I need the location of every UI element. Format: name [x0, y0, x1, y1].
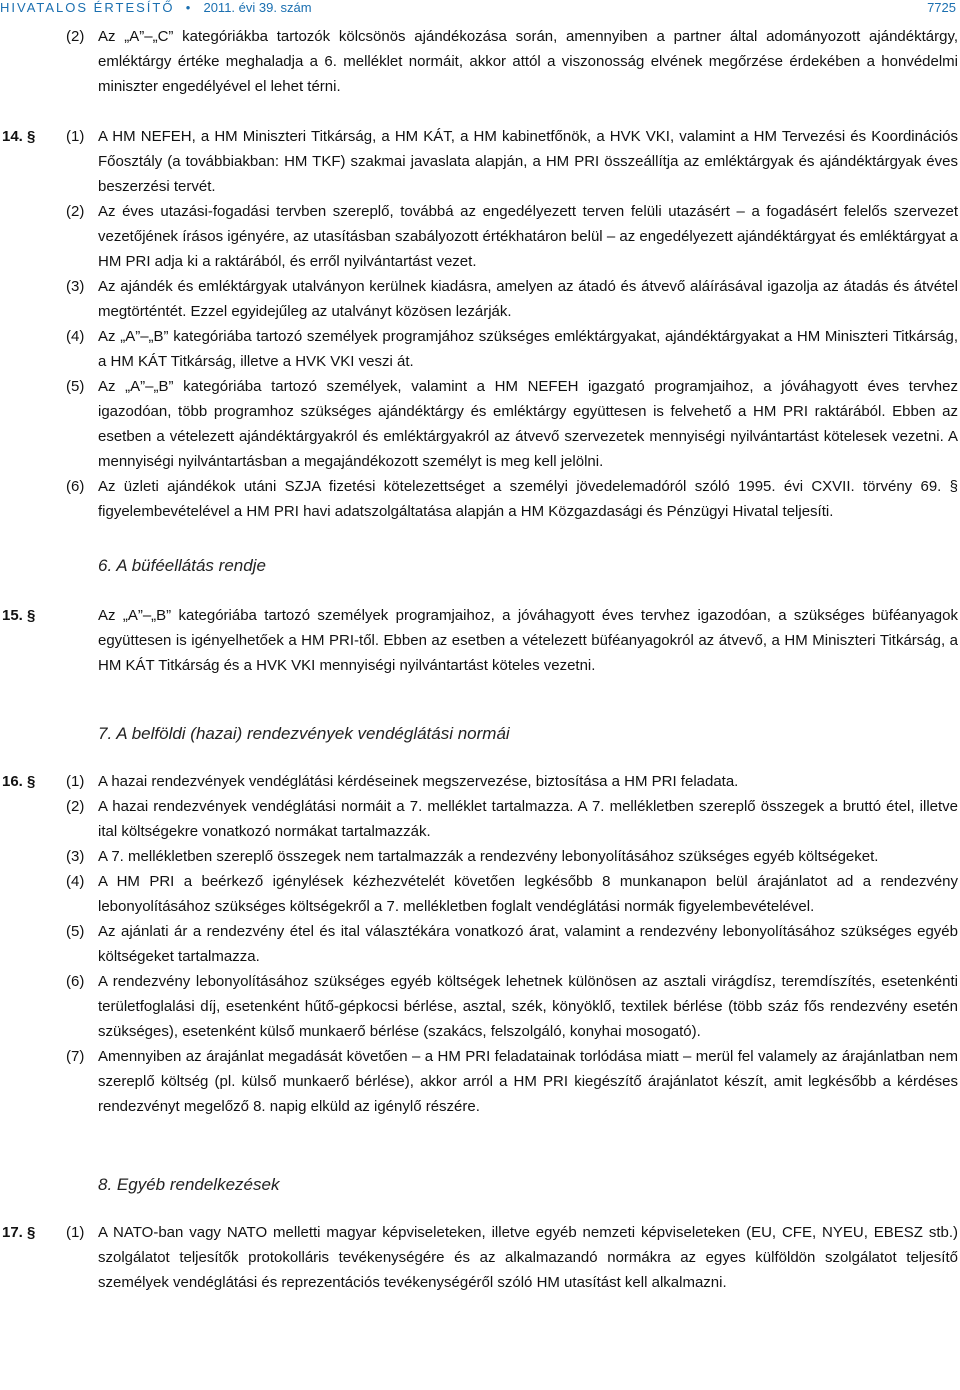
document-body [0, 24, 960, 1295]
paragraph [0, 1044, 960, 1119]
paragraph [0, 794, 960, 844]
paragraph [0, 869, 960, 919]
section-15 [0, 603, 960, 678]
journal-title: HIVATALOS ÉRTESÍTŐ • 2011. évi 39. szám [0, 0, 312, 15]
journal-name: HIVATALOS ÉRTESÍTŐ [0, 0, 175, 15]
paragraph-number: (2) [66, 798, 85, 815]
paragraph [0, 374, 960, 474]
paragraph-number: (1) [66, 128, 85, 145]
paragraph [0, 919, 960, 969]
paragraph-number: (5) [66, 378, 85, 395]
paragraph-number: (3) [66, 848, 85, 865]
section-14 [0, 124, 960, 524]
paragraph-text: Az „A”–„B” kategóriába tartozó személyek programjához szükséges emléktárgyakat, ajándéktárgyakat a HM Miniszteri Titkárság, a HM KÁT Titkárság, illetve a HVK VKI veszi át. [98, 328, 958, 370]
paragraph-text: Az „A”–„B” kategóriába tartozó személyek programjaihoz, a jóváhagyott éves tervhez igazodóan, a szükséges büféanyagok együttesen is igényelhetőek a HM PRI-től. Ebben az esetben a vételezett büféanyagokról az átvevő, a HM Miniszteri Titkárság, a HM KÁT Titkárság és a HVK VKI mennyiségi nyilvántartást köteles vezetni. [98, 607, 958, 674]
chapter-heading-7: 7. A belföldi (hazai) rendezvények vendéglátási normái [98, 724, 510, 743]
paragraph [0, 124, 960, 199]
paragraph-number: (6) [66, 478, 85, 495]
section-number: 15. § [2, 607, 36, 624]
paragraph-text: A 7. mellékletben szereplő összegek nem tartalmazzák a rendezvény lebonyolításához szükséges egyéb költségeket. [98, 848, 879, 865]
paragraph-text: Az „A”–„C” kategóriákba tartozók kölcsönös ajándékozása során, amennyiben a partner által adományozott ajándéktárgy, emléktárgy értéke meghaladja a 6. melléklet normáit, akkor attól a viszonosság elvének megőrzése érdekében a honvédelmi miniszter engedélyével el lehet térni. [98, 28, 958, 95]
section-number: 14. § [2, 128, 36, 145]
paragraph-text: A HM NEFEH, a HM Miniszteri Titkárság, a HM KÁT, a HM kabinetfőnök, a HVK VKI, valamint a HM Tervezési és Koordinációs Főosztály (a továbbiakban: HM TKF) szakmai javaslata alapján, a HM PRI összeállítja az emléktárgyak és ajándéktárgyak éves beszerzési tervét. [98, 128, 958, 195]
paragraph-number: (1) [66, 1224, 85, 1241]
paragraph-text: A hazai rendezvények vendéglátási normáit a 7. melléklet tartalmazza. A 7. mellékletben szereplő összegek a bruttó étel, illetve ital költségekre vonatkozó normákat tartalmazzák. [98, 798, 958, 840]
paragraph-text: Az „A”–„B” kategóriába tartozó személyek, valamint a HM NEFEH igazgató programjaihoz, a jóváhagyott éves tervhez igazodóan, több programhoz szükséges ajándéktárgy és emléktárgy együttesen is felvehető a HM PRI raktárából. Ebben az esetben a vételezett ajándéktárgyakról és emléktárgyakról az átvevő szervezetek mennyiségi nyilvántartást kötelesek vezetni. A mennyiségi nyilvántartásban a megajándékozott személyt is meg kell jelölni. [98, 378, 958, 470]
paragraph-number: (6) [66, 973, 85, 990]
section-17 [0, 1220, 960, 1295]
paragraph-text: Amennyiben az árajánlat megadását követően – a HM PRI feladatainak torlódása miatt – merül fel valamely az árajánlatban nem szereplő költség (pl. külső munkaerő bérlése), akkor arról a HM PRI kiegészítő árajánlatot készít, amit legkésőbb a kérdéses rendezvényt megelőző 8. napig elküld az igénylő részére. [98, 1048, 958, 1115]
page-number: 7725 [927, 0, 956, 15]
intro-paragraph [0, 24, 960, 99]
paragraph-number: (5) [66, 923, 85, 940]
page-header [0, 0, 960, 22]
paragraph-number: (3) [66, 278, 85, 295]
paragraph [0, 844, 960, 869]
paragraph [0, 769, 960, 794]
paragraph-text: Az üzleti ajándékok utáni SZJA fizetési kötelezettséget a személyi jövedelemadóról szóló 1995. évi CXVII. törvény 69. § figyelembevételével a HM PRI havi adatszolgáltatása alapján a HM Közgazdasági és Pénzügyi Hivatal teljesíti. [98, 478, 958, 520]
paragraph-number: (1) [66, 773, 85, 790]
paragraph-text: A HM PRI a beérkező igénylések kézhezvételét követően legkésőbb 8 munkanapon belül árajánlatot ad a rendezvény lebonyolításához szükséges költségekről a 7. mellékletben foglalt vendéglátási normák figyelembevételével. [98, 873, 958, 915]
paragraph-number: (4) [66, 328, 85, 345]
paragraph [0, 474, 960, 524]
paragraph-text: Az ajándék és emléktárgyak utalványon kerülnek kiadásra, amelyen az átadó és átvevő aláírásával igazolja az átadás és átvétel megtörténtét. Ezzel egyidejűleg az utalványt közösen lezárják. [98, 278, 958, 320]
issue-number: 2011. évi 39. szám [203, 0, 312, 15]
paragraph-text: Az éves utazási-fogadási tervben szereplő, továbbá az engedélyezett terven felüli utazásért – a fogadásért felelős szervezet vezetőjének írásos igényére, az utasításban szabályozott értékhatáron belül – az engedélyezett ajándéktárgyat és emléktárgyat a HM PRI adja ki a raktárából, és erről nyilvántartást vezet. [98, 203, 958, 270]
paragraph [0, 969, 960, 1044]
paragraph [0, 274, 960, 324]
paragraph-text: A NATO-ban vagy NATO melletti magyar képviseleteken, illetve egyéb nemzeti képviseleteken (EU, CFE, NYEU, EBESZ stb.) szolgálatot teljesítők protokolláris tevékenységére és az alkalmazandó normákra az egyes külföldön szolgálatot teljesítő személyek vendéglátási és reprezentációs tevékenységéről szóló HM utasítást kell alkalmazni. [98, 1224, 958, 1291]
section-16 [0, 769, 960, 1119]
section-number: 17. § [2, 1224, 36, 1241]
paragraph-number: (4) [66, 873, 85, 890]
paragraph [0, 1220, 960, 1295]
paragraph-text: Az ajánlati ár a rendezvény étel és ital választékára vonatkozó árat, valamint a rendezvény lebonyolításához szükséges egyéb költségeket tartalmazza. [98, 923, 958, 965]
paragraph [0, 603, 960, 678]
paragraph-number: (7) [66, 1048, 85, 1065]
chapter-heading-6: 6. A büféellátás rendje [98, 556, 266, 575]
section-number: 16. § [2, 773, 36, 790]
paragraph [0, 324, 960, 374]
paragraph-text: A rendezvény lebonyolításához szükséges egyéb költségek lehetnek különösen az asztali virágdísz, teremdíszítés, esetenkénti területfoglalási díj, esetenként hűtő-gépkocsi bérlése, asztal, szék, könyöklő, textilek bérlése (több száz fős rendezvény esetén szükséges), esetenként külső munkaerő bérlése (szakács, felszolgáló, konyhai mosogató). [98, 973, 958, 1040]
paragraph [0, 199, 960, 274]
chapter-heading-8: 8. Egyéb rendelkezések [98, 1175, 280, 1194]
paragraph-number: (2) [66, 203, 85, 220]
paragraph-text: A hazai rendezvények vendéglátási kérdéseinek megszervezése, biztosítása a HM PRI feladata. [98, 773, 739, 790]
paragraph-number: (2) [66, 28, 85, 45]
